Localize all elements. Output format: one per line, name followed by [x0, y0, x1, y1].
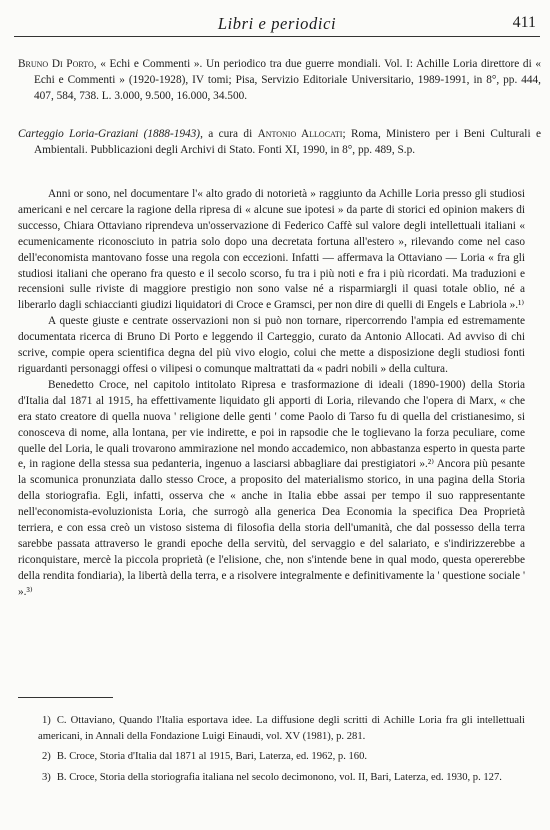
page-number: 411	[512, 14, 536, 31]
entry-text-a: , a cura di	[200, 128, 258, 140]
page-header	[14, 12, 540, 37]
footnote-number: 3)	[42, 771, 51, 783]
footnote-number: 2)	[42, 751, 51, 762]
review-body	[18, 187, 525, 601]
footnote-rule	[18, 697, 113, 698]
bibliographic-entry-2	[18, 126, 541, 158]
paragraph: Benedetto Croce, nel capitolo intitolato Ripresa e trasformazione di ideali (1890-1900) della Storia d'Italia dal 1871 al 1915, ha effettivamente liquidato gli apporti di Loria, rilevando che l'opera di Marx, « che era stato creatore di quella nuova ' religione delle genti ' come Paolo di Tarso fu di quella del cristianesimo, si conosceva di nome, alla lontana, per vie indirette, e poi in rapsodie che le toglievano la forza peculiare, come quelle del Loria, le quali trovarono ammirazione nel mondo accademico, non abbastanza esperto in questa parte e, in ragione della stessa sua pedanteria, ingenuo a lasciarsi abbagliare dai prestigiatori ».²⁾ Ancora più pesante la scomunica pronunziata dallo stesso Croce, a proposito del materialismo storico, in una pagina della Storia della storiografia. Egli, infatti, osserva che « anche in Italia ebbe assai per tempo il suo rappresentante nell'economista-evoluzionista Loria, che surrogò alla generica Dea Economia la specifica Dea Proprietà terriera, e con essa creò un vistoso sistema di filosofia della storia dell'umanità, che dal possesso della terra sarebbe passata attraverso le grandi epoche della servitù, del servaggio e del salariato, e s'indirizzerebbe a riconquistare, mercè la piccola proprietà (e l'elisione, che, non s'intende bene in qual modo, questa opererebbe della rendita fondiaria), la libertà della terra, e a risolvere integralmente e definitivamente la ' questione sociale ' ».³⁾	[18, 378, 525, 598]
footnote	[18, 770, 525, 786]
entry-text-b: ; Roma, Ministero per i Beni Culturali e Ambientali. Pubblicazioni degli Archivi di Stato. Fonti XI, 1990, in 8°, pp. 489, S.p.	[34, 128, 541, 156]
running-title: Libri e periodici	[217, 14, 337, 33]
paragraph: Anni or sono, nel documentare l'« alto grado di notorietà » raggiunto da Achille Loria presso gli studiosi americani e nel cercare la ragione della ripresa di « alcune sue ipotesi » da parte di storici ed opinion makers di successo, Chiara Ottaviano riprendeva un'osservazione di Federico Caffè sul valore degli intellettuali italiani « ecumenicamente riconosciuto in patria solo dopo una decretata fortuna all'estero », rilevando come nel caso dell'economista mantovano fosse una regola con eccezioni. Infatti — affermava la Ottaviano — Loria « fra gli studiosi italiani che operano fra questo e il secolo scorso, fu tra i più noti e fra i più ricordati. Ma traduzioni e recensioni sulle riviste di maggiore prestigio non sono valse né a risparmiargli il quasi totale oblio, né a liberarlo dagli schiaccianti giudizi liquidatori di Croce e Gramsci, per non dire di quelli di Engels e Labriola ».¹⁾	[18, 188, 525, 312]
entry-text: , « Echi e Commenti ». Un periodico tra due guerre mondiali. Vol. I: Achille Loria direttore di « Echi e Commenti » (1920-1928), IV tomi; Pisa, Servizio Editoriale Universitario, 1989-1991, in 8°, pp. 444, 407, 584, 738. L. 3.000, 9.500, 16.000, 34.500.	[34, 58, 541, 102]
bibliographic-entry-1	[18, 56, 541, 104]
footnote-text: B. Croce, Storia della storiografia italiana nel secolo decimonono, vol. II, Bari, Laterza, ed. 1930, p. 127.	[56, 771, 502, 783]
footnote-number: 1)	[42, 715, 51, 726]
footnote	[18, 749, 525, 765]
footnote-text: B. Croce, Storia d'Italia dal 1871 al 1915, Bari, Laterza, ed. 1962, p. 160.	[56, 751, 368, 762]
footnotes	[18, 713, 525, 790]
entry-title: Carteggio Loria-Graziani (1888-1943)	[18, 128, 201, 140]
paragraph: A queste giuste e centrate osservazioni non si può non tornare, ripercorrendo l'ampia ed estremamente documentata ricerca di Bruno Di Porto e leggendo il Carteggio, curato da Antonio Allocati. Ad avviso di chi scrive, compie opera scientifica degna del più vivo elogio, colui che mette a disposizione degli studiosi fonti riguardanti personaggi offesi o vilipesi o comunque maltrattati da « padri nobili » della cultura.	[18, 315, 525, 375]
footnote-text: C. Ottaviano, Quando l'Italia esportava idee. La diffusione degli scritti di Achille Loria fra gli intellettuali americani, in Annali della Fondazione Luigi Einaudi, vol. XV (1981), p. 281.	[38, 715, 525, 742]
footnote	[18, 713, 525, 744]
entry-author: Bruno Di Porto	[18, 58, 94, 70]
entry-editor: Antonio Allocati	[257, 128, 343, 140]
